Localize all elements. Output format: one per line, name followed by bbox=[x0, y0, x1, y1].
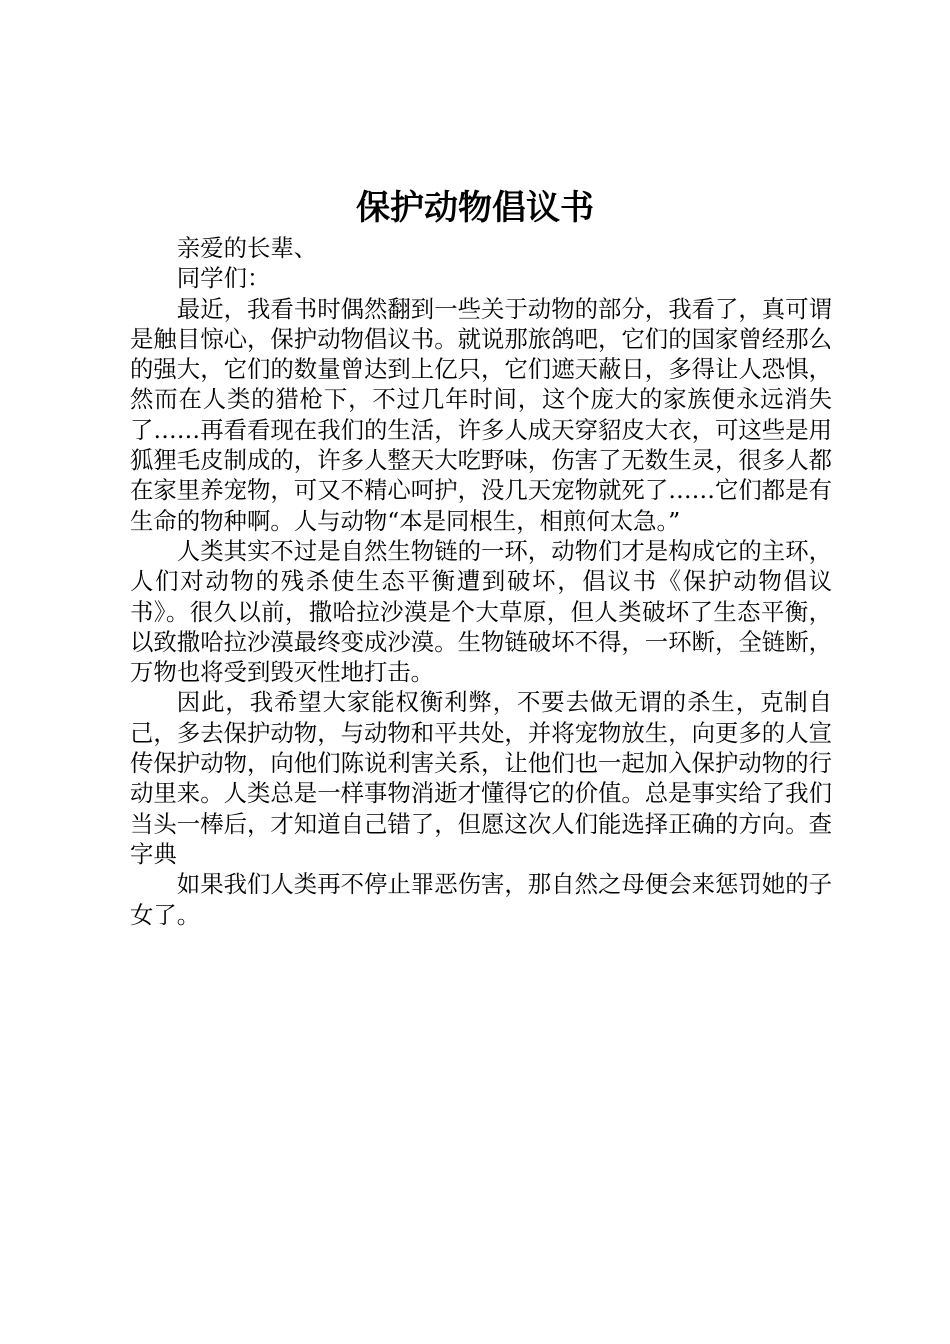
paragraph-2: 人类其实不过是自然生物链的一环，动物们才是构成它的主环，人们对动物的残杀使生态平衡遭到破坏，倡议书《保护动物倡议书》。很久以前，撒哈拉沙漠是个大草原，但人类破坏了生态平衡，以致撒哈拉沙漠最终变成沙漠。生物链破坏不得，一环断，全链断，万物也将受到毁灭性地打击。 bbox=[130, 536, 832, 687]
document-title: 保护动物倡议书 bbox=[356, 188, 594, 228]
salutation-line-1: 亲爱的长辈、 bbox=[176, 234, 318, 262]
paragraph-1: 最近，我看书时偶然翻到一些关于动物的部分，我看了，真可谓是触目惊心，保护动物倡议书。就说那旅鸽吧，它们的国家曾经那么的强大，它们的数量曾达到上亿只，它们遮天蔽日，多得让人恐惧，然而在人类的猎枪下，不过几年时间，这个庞大的家族便永远消失了……再看看现在我们的生活，许多人成天穿貂皮大衣，可这些是用狐狸毛皮制成的，许多人整天大吃野味，伤害了无数生灵，很多人都在家里养宠物，可又不精心呵护，没几天宠物就死了……它们都是有生命的物种啊。人与动物“本是同根生，相煎何太急。” bbox=[130, 294, 832, 535]
paragraph-4: 如果我们人类再不停止罪恶伤害，那自然之母便会来惩罚她的子女了。 bbox=[130, 870, 832, 929]
salutation-line-2: 同学们： bbox=[176, 264, 271, 293]
document-body bbox=[130, 233, 832, 930]
paragraph-3: 因此，我希望大家能权衡利弊，不要去做无谓的杀生，克制自己，多去保护动物，与动物和平共处，并将宠物放生，向更多的人宣传保护动物，向他们陈说利害关系，让他们也一起加入保护动物的行动里来。人类总是一样事物消逝才懂得它的价值。总是事实给了我们当头一棒后，才知道自己错了，但愿这次人们能选择正确的方向。查字典 bbox=[130, 688, 832, 868]
